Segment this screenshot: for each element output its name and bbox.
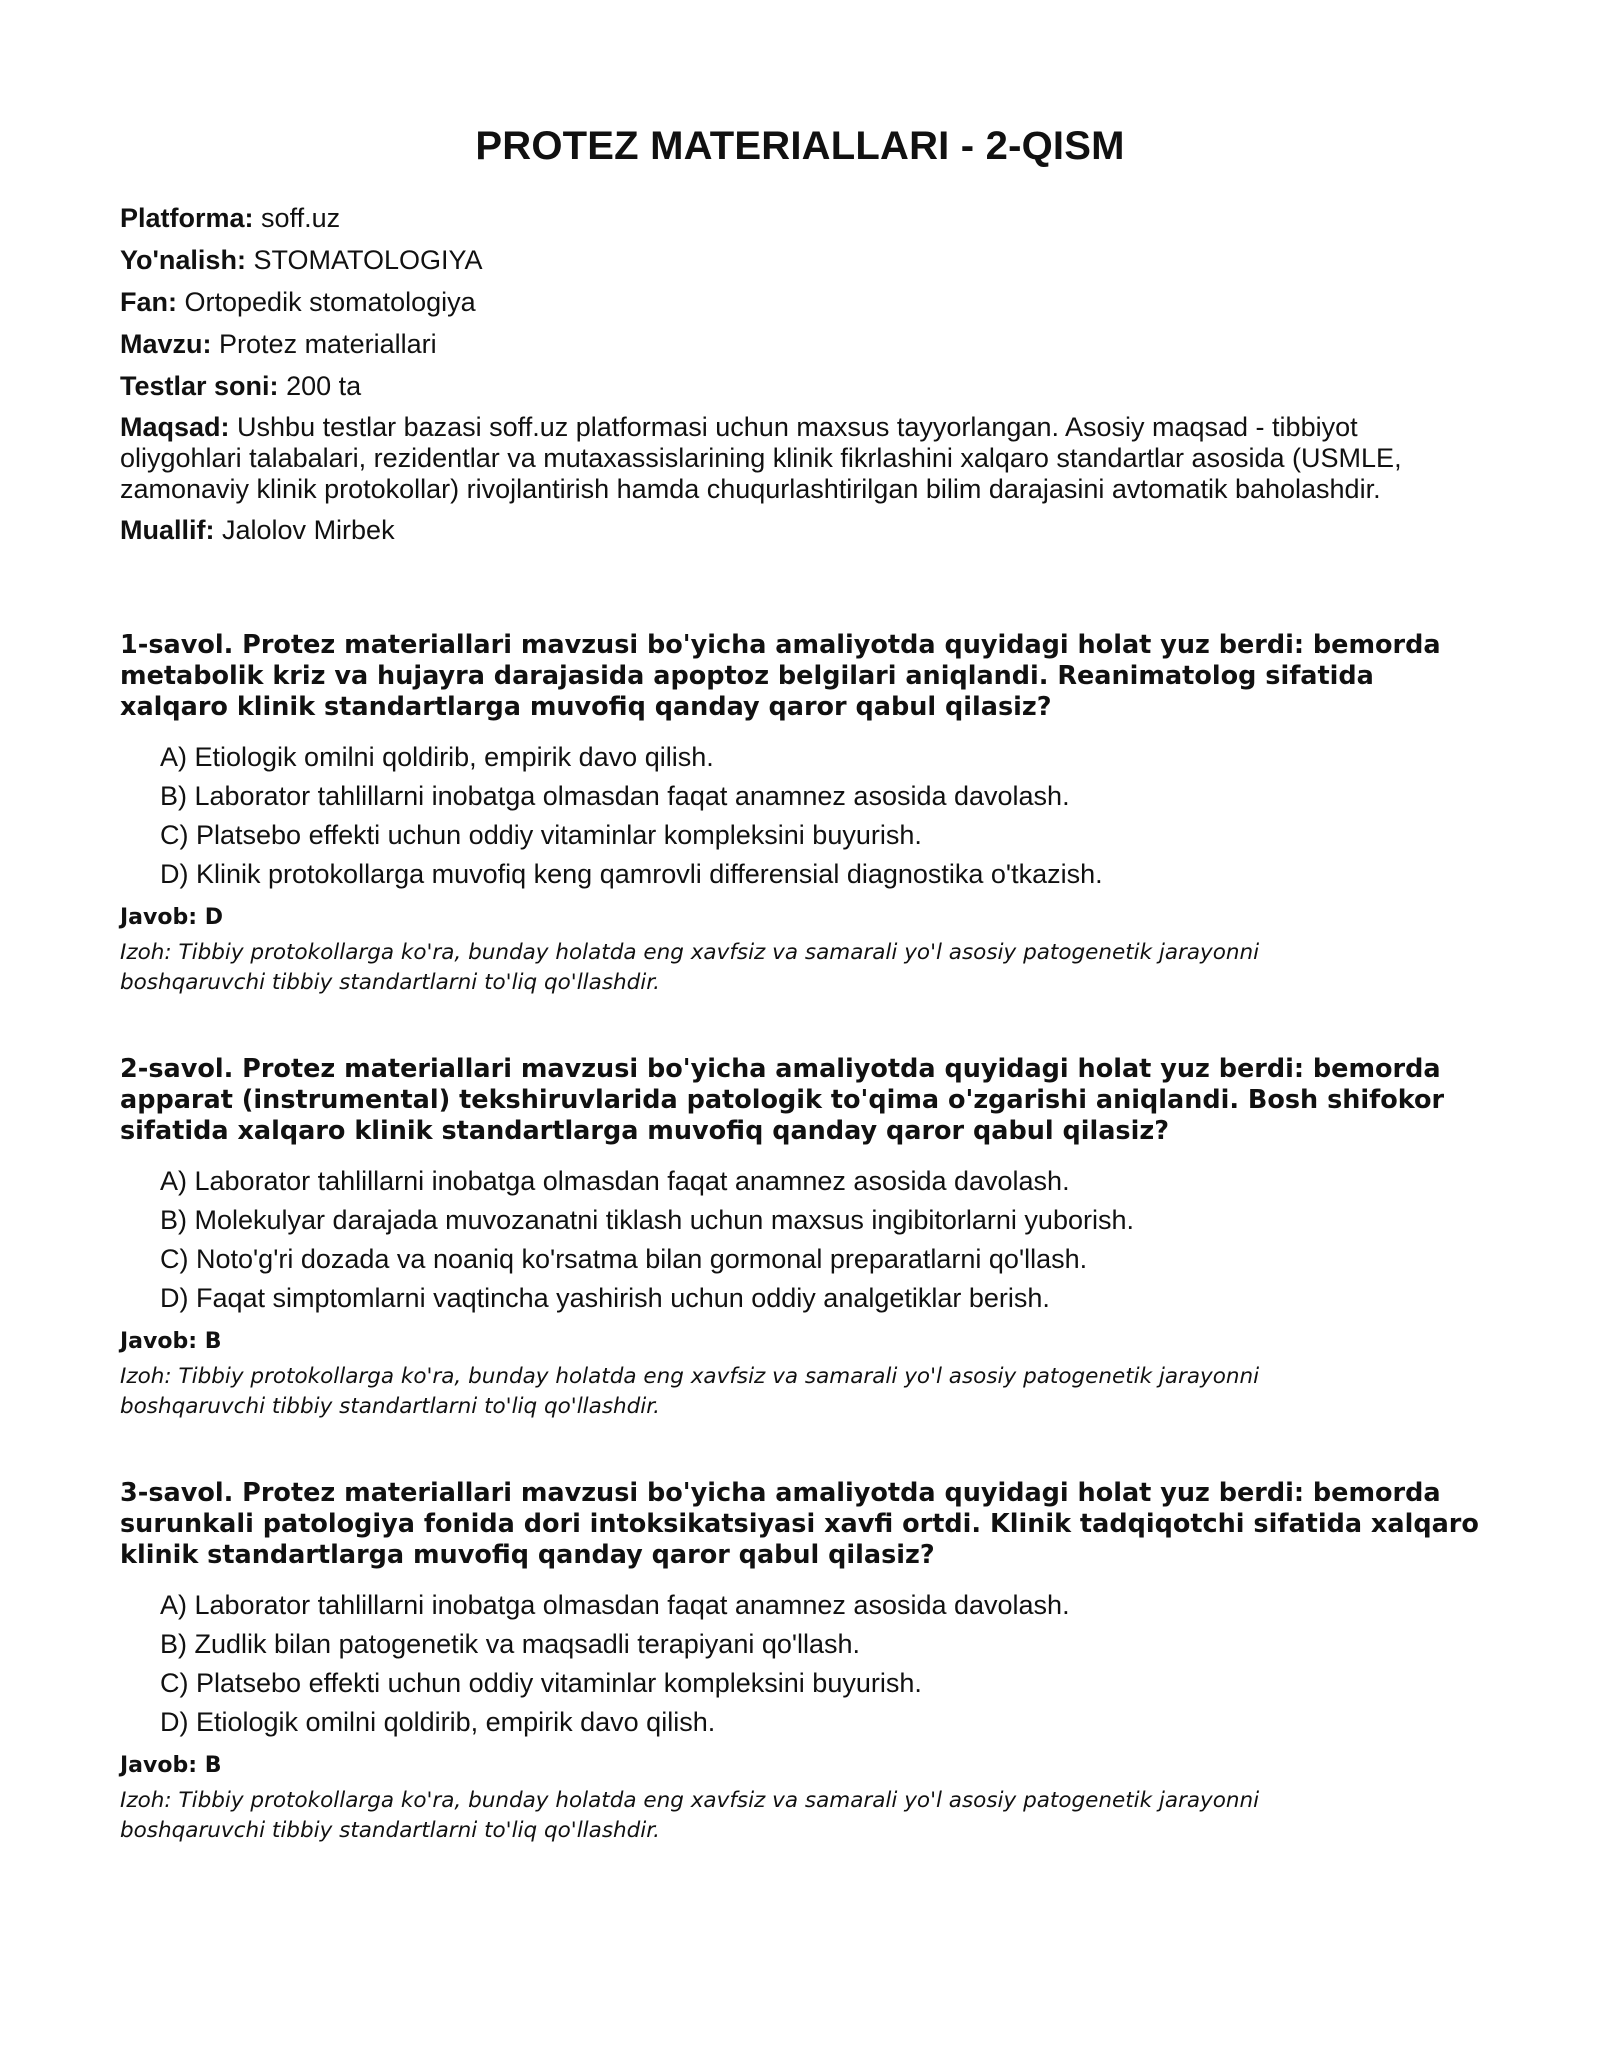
document-title: PROTEZ MATERIALLARI - 2-QISM [475,124,1125,168]
option-d: D) Faqat simptomlarni vaqtincha yashirish uchun oddiy analgetiklar berish. [160,1283,1050,1313]
meta-author [120,514,1480,546]
option-d: D) Etiologik omilni qoldirib, empirik davo qilish. [160,1707,716,1737]
answer-explanation: Izoh: Tibbiy protokollarga ko'ra, bunday holatda eng xavfsiz va samarali yo'l asosiy patogenetik jarayonni boshqaruvchi tibbiy standartlarni to'liq qo'llashdir. [120,1788,1260,1843]
answer-options [120,741,1480,890]
option-b: B) Zudlik bilan patogenetik va maqsadli terapiyani qo'llash. [160,1629,861,1659]
meta-direction [120,244,1480,276]
option-b: B) Molekulyar darajada muvozanatni tiklash uchun maxsus ingibitorlarni yuborish. [160,1205,1134,1235]
answer-options [120,1589,1480,1738]
question-item [120,630,1480,998]
option-c: C) Platsebo effekti uchun oddiy vitaminlar kompleksini buyurish. [160,820,922,850]
meta-value: STOMATOLOGIYA [253,245,483,275]
question-item [120,1478,1480,1846]
option-a: A) Etiologik omilni qoldirib, empirik davo qilish. [160,742,714,772]
meta-label: Yo'nalish: [120,245,246,275]
option-a: A) Laborator tahlillarni inobatga olmasdan faqat anamnez asosida davolash. [160,1590,1070,1620]
meta-topic [120,328,1480,360]
meta-label: Mavzu: [120,329,212,359]
answer-explanation: Izoh: Tibbiy protokollarga ko'ra, bunday holatda eng xavfsiz va samarali yo'l asosiy patogenetik jarayonni boshqaruvchi tibbiy standartlarni to'liq qo'llashdir. [120,1364,1260,1419]
correct-answer: Javob: B [120,1329,222,1354]
option-b: B) Laborator tahlillarni inobatga olmasdan faqat anamnez asosida davolash. [160,781,1070,811]
option-d: D) Klinik protokollarga muvofiq keng qamrovli differensial diagnostika o'tkazish. [160,859,1103,889]
meta-label: Testlar soni: [120,371,279,401]
option-c: C) Platsebo effekti uchun oddiy vitaminlar kompleksini buyurish. [160,1668,922,1698]
meta-platform [120,202,1480,234]
meta-label: Muallif: [120,515,215,545]
correct-answer: Javob: B [120,1753,222,1778]
meta-value: Ortopedik stomatologiya [184,287,476,317]
meta-test-count [120,370,1480,402]
meta-label: Fan: [120,287,177,317]
meta-value: 200 ta [286,371,362,401]
meta-purpose [120,412,1480,505]
meta-value: Jalolov Mirbek [222,515,395,545]
question-text: 1-savol. Protez materiallari mavzusi bo'yicha amaliyotda quyidagi holat yuz berdi: bemorda metabolik kriz va hujayra darajasida apoptoz belgilari aniqlandi. Reanimatolog sifatida xalqaro klinik standartlarga muvofiq qanday qaror qabul qilasiz? [120,630,1441,722]
option-a: A) Laborator tahlillarni inobatga olmasdan faqat anamnez asosida davolash. [160,1166,1070,1196]
answer-options [120,1165,1480,1314]
meta-value: soff.uz [261,203,341,233]
question-text: 3-savol. Protez materiallari mavzusi bo'yicha amaliyotda quyidagi holat yuz berdi: bemorda surunkali patologiya fonida dori intoksikatsiyasi xavfi ortdi. Klinik tadqiqotchi sifatida xalqaro klinik standartlarga muvofiq qanday qaror qabul qilasiz? [120,1478,1479,1570]
meta-subject [120,286,1480,318]
question-text: 2-savol. Protez materiallari mavzusi bo'yicha amaliyotda quyidagi holat yuz berdi: bemorda apparat (instrumental) tekshiruvlarida patologik to'qima o'zgarishi aniqlandi. Bosh shifokor sifatida xalqaro klinik standartlarga muvofiq qanday qaror qabul qilasiz? [120,1054,1445,1146]
question-item [120,1054,1480,1422]
answer-explanation: Izoh: Tibbiy protokollarga ko'ra, bunday holatda eng xavfsiz va samarali yo'l asosiy patogenetik jarayonni boshqaruvchi tibbiy standartlarni to'liq qo'llashdir. [120,940,1260,995]
document-meta [120,202,1480,546]
correct-answer: Javob: D [120,905,223,930]
meta-label: Maqsad: [120,412,230,442]
meta-value: Protez materiallari [219,329,437,359]
meta-label: Platforma: [120,203,254,233]
question-list [120,630,1480,1846]
option-c: C) Noto'g'ri dozada va noaniq ko'rsatma bilan gormonal preparatlarni qo'llash. [160,1244,1088,1274]
meta-value: Ushbu testlar bazasi soff.uz platformasi uchun maxsus tayyorlangan. Asosiy maqsad - tibbiyot oliygohlari talabalari, rezidentlar va mutaxassislarining klinik fikrlashini xalqaro standartlar asosida (USMLE, zamonaviy klinik protokollar) rivojlantirish hamda chuqurlashtirilgan bilim darajasini avtomatik baholashdir. [120,412,1402,504]
